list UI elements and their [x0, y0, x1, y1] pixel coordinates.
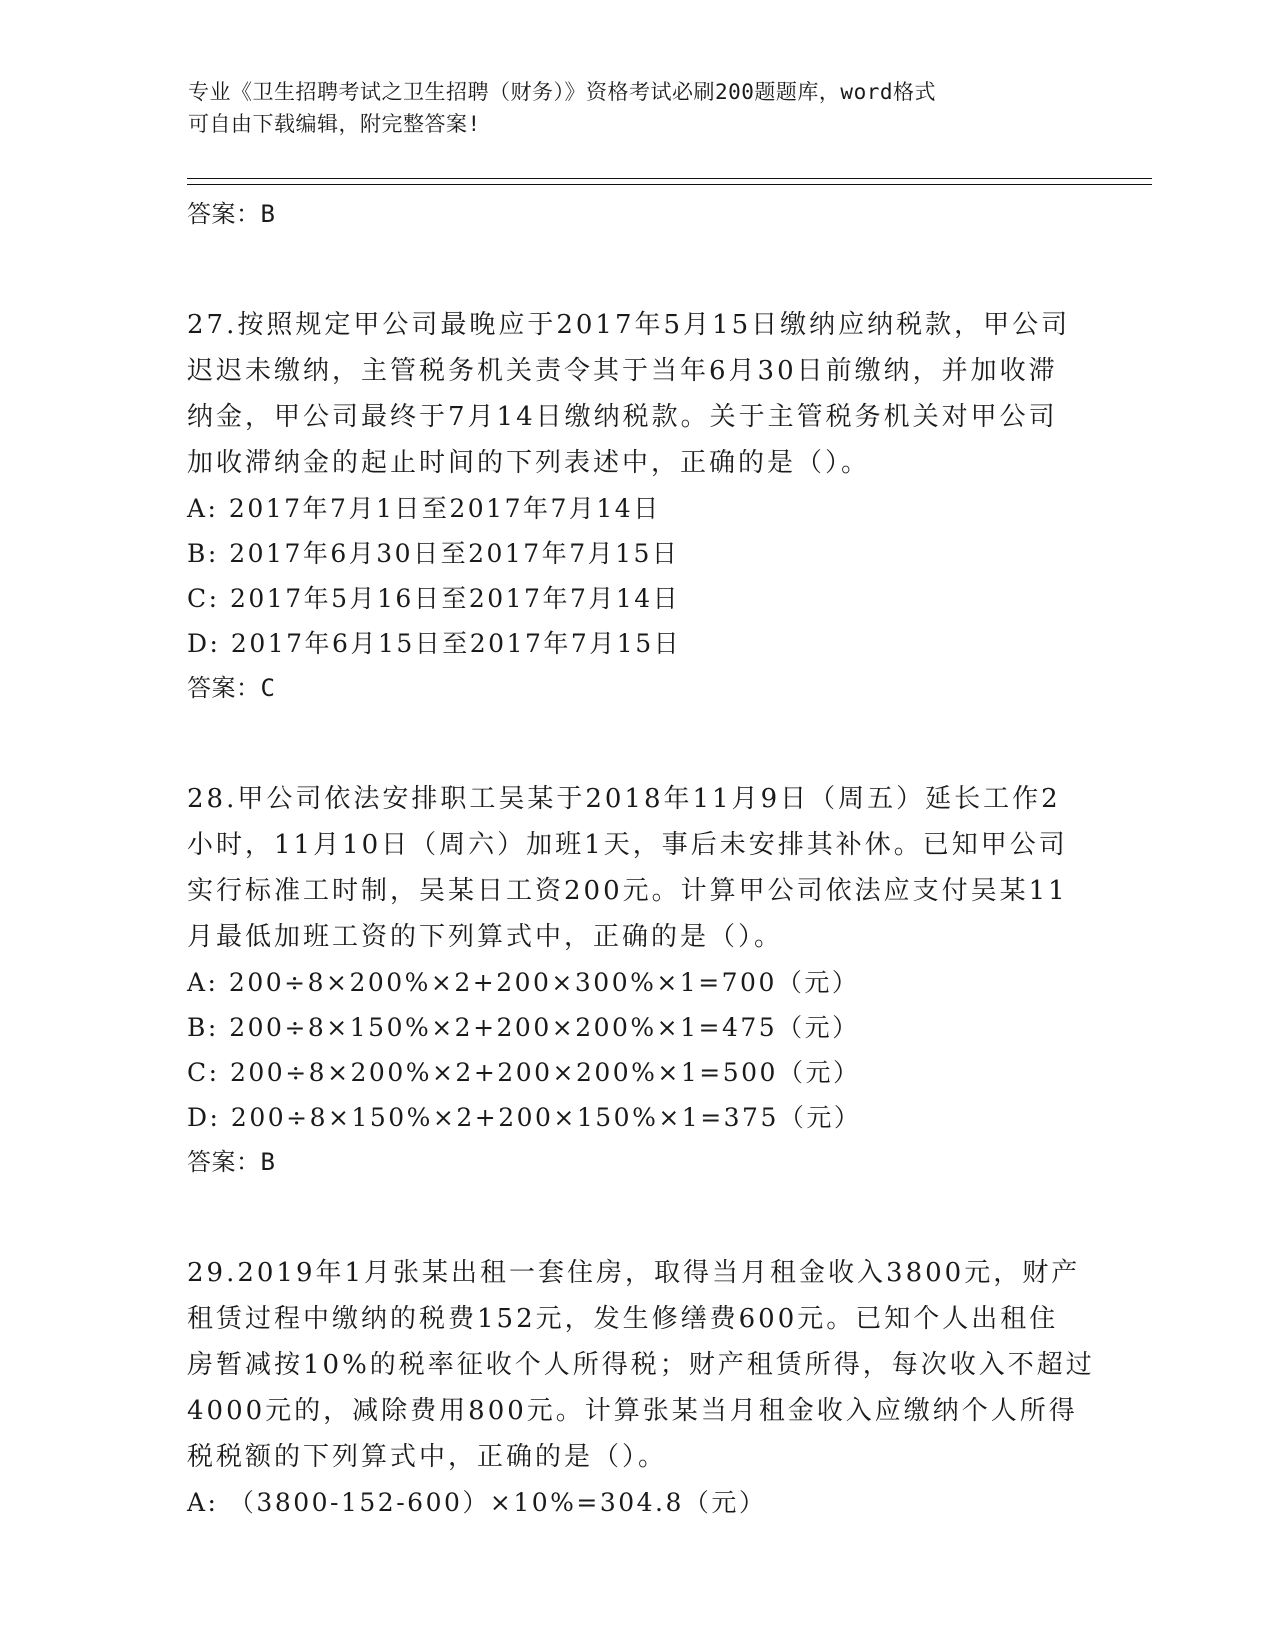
question-text	[187, 302, 1087, 486]
question-text	[187, 1250, 1095, 1480]
spacer	[187, 1178, 1087, 1250]
option-a: A: 200÷8×200%×2+200×300%×1=700（元）	[187, 968, 860, 997]
question-28	[187, 776, 1087, 1178]
question-line: 房暂减按10%的税率征收个人所得税；财产租赁所得，每次收入不超过	[187, 1350, 1095, 1380]
answer: 答案：B	[187, 1148, 276, 1176]
option-c: C: 2017年5月16日至2017年7月14日	[187, 584, 681, 613]
document-body	[187, 192, 1095, 1525]
option-d: D: 2017年6月15日至2017年7月15日	[187, 629, 682, 658]
question-line: 加收滞纳金的起止时间的下列表述中，正确的是（）。	[187, 448, 871, 478]
question-line: 月最低加班工资的下列算式中，正确的是（）。	[187, 922, 784, 952]
question-line: 实行标准工时制，吴某日工资200元。计算甲公司依法应支付吴某11	[187, 876, 1068, 906]
option-a: A: （3800-152-600）×10%=304.8（元）	[187, 1488, 767, 1517]
question-line: 税税额的下列算式中，正确的是（）。	[187, 1442, 668, 1472]
question-line: 小时，11月10日（周六）加班1天，事后未安排其补休。已知甲公司	[187, 830, 1068, 860]
question-line: 28.甲公司依法安排职工吴某于2018年11月9日（周五）延长工作2	[187, 784, 1061, 814]
answer-previous: 答案：B	[187, 200, 276, 228]
question-line: 纳金，甲公司最终于7月14日缴纳税款。关于主管税务机关对甲公司	[187, 402, 1058, 432]
spacer	[187, 704, 1087, 776]
question-27	[187, 302, 1087, 704]
option-d: D: 200÷8×150%×2+200×150%×1=375（元）	[187, 1103, 862, 1132]
document-header	[188, 76, 1088, 140]
question-text	[187, 776, 1087, 960]
question-line: 迟迟未缴纳，主管税务机关责令其于当年6月30日前缴纳，并加收滞	[187, 356, 1058, 386]
question-line: 租赁过程中缴纳的税费152元，发生修缮费600元。已知个人出租住	[187, 1304, 1059, 1334]
option-b: B: 200÷8×150%×2+200×200%×1=475（元）	[187, 1013, 860, 1042]
header-line-1: 专业《卫生招聘考试之卫生招聘（财务）》资格考试必刷200题题库，word格式	[188, 80, 936, 104]
header-line-2: 可自由下载编辑，附完整答案!	[188, 112, 481, 136]
option-a: A: 2017年7月1日至2017年7月14日	[187, 494, 661, 523]
header-rule-bottom	[187, 184, 1152, 185]
spacer	[187, 230, 1087, 302]
question-line: 4000元的，减除费用800元。计算张某当月租金收入应缴纳个人所得	[187, 1396, 1078, 1426]
option-c: C: 200÷8×200%×2+200×200%×1=500（元）	[187, 1058, 861, 1087]
option-b: B: 2017年6月30日至2017年7月15日	[187, 539, 680, 568]
header-rule-top	[187, 178, 1152, 179]
question-29	[187, 1250, 1095, 1525]
question-line: 27.按照规定甲公司最晚应于2017年5月15日缴纳应纳税款，甲公司	[187, 310, 1071, 340]
answer: 答案：C	[187, 674, 276, 702]
question-line: 29.2019年1月张某出租一套住房，取得当月租金收入3800元，财产	[187, 1258, 1081, 1288]
